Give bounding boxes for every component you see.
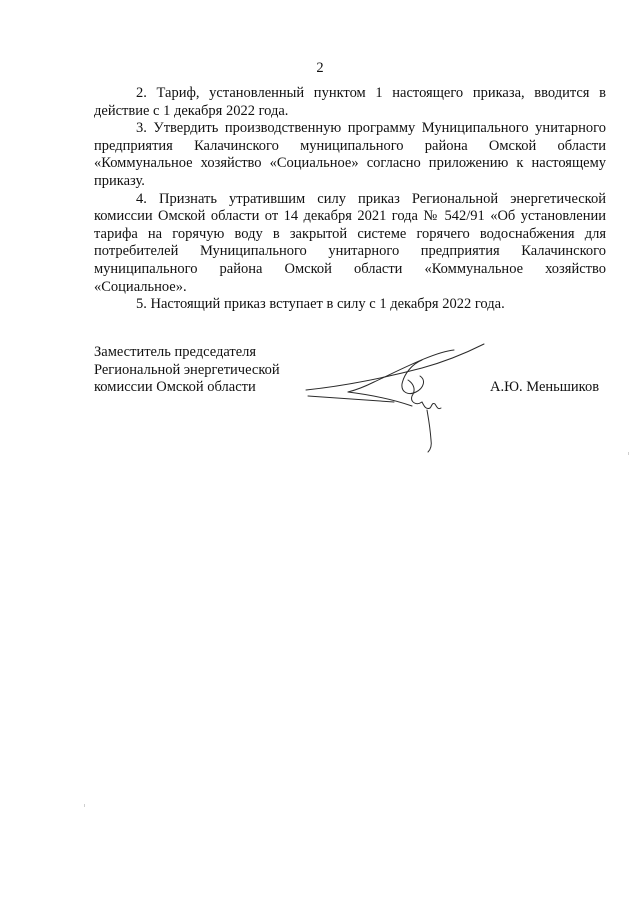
paragraph-3: 3. Утвердить производственную программу Муниципального унитарного предприятия Калачинского муниципального района Омской области «Коммунальное хозяйство «Социальное» согласно приложению к настоящему приказу. bbox=[94, 120, 606, 189]
handwritten-signature bbox=[304, 340, 504, 455]
paragraph-4: 4. Признать утратившим силу приказ Региональной энергетической комиссии Омской области от 14 декабря 2021 года № 542/91 «Об установлении тарифа на горячую воду в закрытой системе горячего водоснабжения для потребителей Муниципального унитарного предприятия Калачинского муниципального района Омской области «Коммунальное хозяйство «Социальное». bbox=[94, 190, 606, 295]
signer-name: А.Ю. Меньшиков bbox=[490, 379, 600, 395]
document-body bbox=[94, 85, 606, 314]
signer-position-line: комиссии Омской области bbox=[94, 379, 256, 396]
signer-position-line: Региональной энергетической bbox=[94, 361, 280, 378]
paragraph-2: 2. Тариф, установленный пунктом 1 настоящего приказа, вводится в действие с 1 декабря 2022 года. bbox=[94, 85, 606, 119]
signature-block bbox=[94, 344, 606, 464]
paragraph-5: 5. Настоящий приказ вступает в силу с 1 декабря 2022 года. bbox=[136, 296, 505, 313]
scan-speck bbox=[84, 804, 85, 807]
signer-position-line: Заместитель председателя bbox=[94, 344, 257, 360]
scan-speck bbox=[628, 452, 629, 455]
page-number: 2 bbox=[316, 60, 324, 76]
